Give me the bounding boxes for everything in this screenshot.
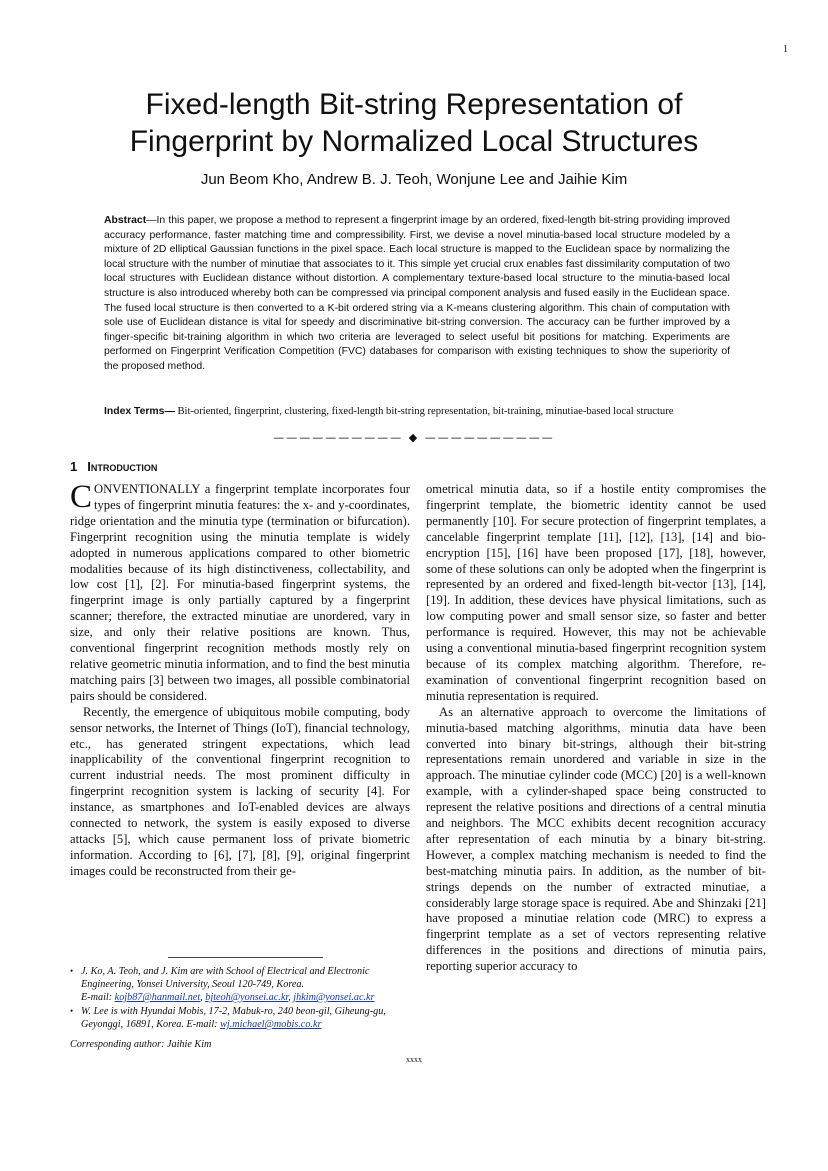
email-label: E-mail: — [81, 992, 115, 1003]
email-link-kim[interactable]: jhkim@yonsei.ac.kr — [293, 992, 375, 1003]
email-link-teoh[interactable]: bjteoh@yonsei.ac.kr — [205, 992, 289, 1003]
bullet-icon: • — [70, 1006, 74, 1016]
intro-paragraph-1-text: ONVENTIONALLY a fingerprint template incorporates four types of fingerprint minutia features: the x- and y-coordinates, ridge orientation and the minutia type (termination or bifurcation). Fingerprint recognition using the minutia template is widely adopted in numerous applications compared to other biometric modalities because of its high distinctiveness, collectability, and low cost [1], [2]. For minutia-based fingerprint systems, the fingerprint image is only partially captured by a fingerprint scanner; therefore, the extracted minutiae are unordered, vary in size, and only their relative positions are known. Thus, conventional fingerprint recognition methods mostly rely on relative geometric minutia information, and to find the best minutia matching pairs [3] between two images, all possible combinatorial pairs should be considered. — [70, 482, 410, 703]
page-number: 1 — [783, 44, 788, 55]
email-separator: , — [200, 992, 206, 1003]
index-terms — [104, 406, 730, 417]
email-link-lee[interactable]: wj.michael@mobis.co.kr — [220, 1019, 322, 1030]
section-separator: —————————— ◆ —————————— — [273, 431, 555, 444]
footnote-1-text: J. Ko, A. Teoh, and J. Kim are with School of Electrical and Electronic Engineering, Yonsei University, Seoul 120-749, Korea. — [81, 966, 370, 990]
section-title: Introduction — [87, 459, 158, 474]
paper-title — [0, 86, 828, 160]
index-terms-label: Index Terms— — [104, 406, 175, 417]
intro-paragraph-1 — [70, 479, 410, 705]
body-column-right — [426, 482, 766, 975]
abstract-label: Abstract — [104, 215, 147, 226]
title-line-2: Fingerprint by Normalized Local Structures — [129, 125, 699, 158]
footnote-divider — [168, 957, 323, 958]
page-footer: xxxx — [406, 1055, 422, 1064]
footnote-affiliation-1 — [70, 965, 418, 1004]
index-terms-list: Bit-oriented, fingerprint, clustering, fixed-length bit-string representation, bit-training, minutiae-based local structure — [177, 406, 674, 417]
abstract — [104, 214, 730, 375]
body-column-left — [70, 479, 410, 880]
bullet-icon: • — [70, 966, 74, 976]
abstract-text: —In this paper, we propose a method to represent a fingerprint image by an ordered, fixed-length bit-string providing improved accuracy performance, faster matching time and compressibility. First, we devise a novel minutia-based local structure modeled by a mixture of 2D elliptical Gaussian functions in the pixel space. Each local structure is mapped to the Euclidean space by normalizing the local structure with the number of minutiae that associates to it. This simple yet crucial crux enables fast dissimilarity computation of two local structures with Euclidean distance without distortion. A complementary texture-based local structure to the minutia-based local structure is also introduced whereby both can be compressed via principal component analysis and fused easily in the Euclidean space. The fused local structure is then converted to a K-bit ordered string via a K-means clustering algorithm. This chain of computation with sole use of Euclidean distance is vital for speedy and discriminative bit-string conversion. The accuracy can be further improved by a finger-specific bit-training algorithm in which two criteria are leveraged to select useful bit positions for matching. Experiments are performed on Fingerprint Verification Competition (FVC) databases for comparison with existing techniques to show the superiority of the proposed method. — [104, 215, 730, 372]
corresponding-author: Corresponding author: Jaihie Kim — [70, 1039, 212, 1050]
footnotes — [70, 965, 418, 1051]
intro-paragraph-3: ometrical minutia data, so if a hostile entity compromises the fingerprint template, the biometric identity cannot be used permanently [10]. For secure protection of fingerprint templates, a cancelable fingerprint template [11], [12], [13], [14] and bio-encryption [15], [16] have been proposed [17], [18], however, some of these solutions can only be adopted when the fingerprint is represented by an ordered and fixed-length bit-vector [13], [14], [19]. In addition, these devices have physical limitations, such as low computing power and small sensor size, so faster and better performance is required. However, this may not be achievable using a conventional minutia-based fingerprint recognition system because of its complex matching algorithm. Therefore, re-examination of conventional fingerprint recognition based on minutia representation is required. — [426, 482, 766, 703]
drop-cap: C — [70, 479, 93, 515]
intro-paragraph-4: As an alternative approach to overcome the limitations of minutia-based matching algorithms, minutia data have been converted into binary bit-strings, although their bit-string representations remain unordered and variable in size in the approach. The minutiae cylinder code (MCC) [20] is a well-known example, with a cylinder-shaped space being constructed to represent the relative positions and directions of a central minutia and neighbors. The MCC exhibits decent recognition accuracy after representation of each minutia by a binary bit-string. However, a complex matching mechanism is needed to find the best-matching minutia pairs. In addition, as the number of bit-strings depends on the number of extracted minutiae, a considerably large storage space is required. Abe and Shinzaki [21] have proposed a minutiae relation code (MRC) to express a fingerprint template as a set of vectors representing relative differences in the positions and directions of minutia pairs, reporting superior accuracy to — [426, 704, 766, 974]
email-separator: , — [288, 992, 294, 1003]
intro-paragraph-2: Recently, the emergence of ubiquitous mobile computing, body sensor networks, the Internet of Things (IoT), financial technology, etc., has generated stringent expectations, which lead inapplicability of the conventional fingerprint recognition to current industrial needs. The most prominent difficulty in fingerprint recognition system is lacking of security [4]. For instance, as smartphones and IoT-enabled devices are always connected to network, the system is easily exposed to diverse attacks [5], which cause permanent loss of private biometric information. According to [6], [7], [8], [9], original fingerprint images could be reconstructed from their ge- — [70, 704, 410, 878]
section-heading — [70, 459, 157, 474]
author-list: Jun Beom Kho, Andrew B. J. Teoh, Wonjune Lee and Jaihie Kim — [200, 171, 628, 188]
section-number: 1 — [70, 459, 78, 474]
footnote-affiliation-2 — [70, 1005, 418, 1031]
footnote-2-text: W. Lee is with Hyundai Mobis, 17-2, Mabuk-ro, 240 beon-gil, Giheung-gu, Geyonggi, 16891, Korea. E-mail: — [81, 1006, 386, 1030]
title-line-1: Fixed-length Bit-string Representation of — [145, 88, 683, 121]
email-link-kho[interactable]: kojb87@hanmail.net — [114, 992, 201, 1003]
